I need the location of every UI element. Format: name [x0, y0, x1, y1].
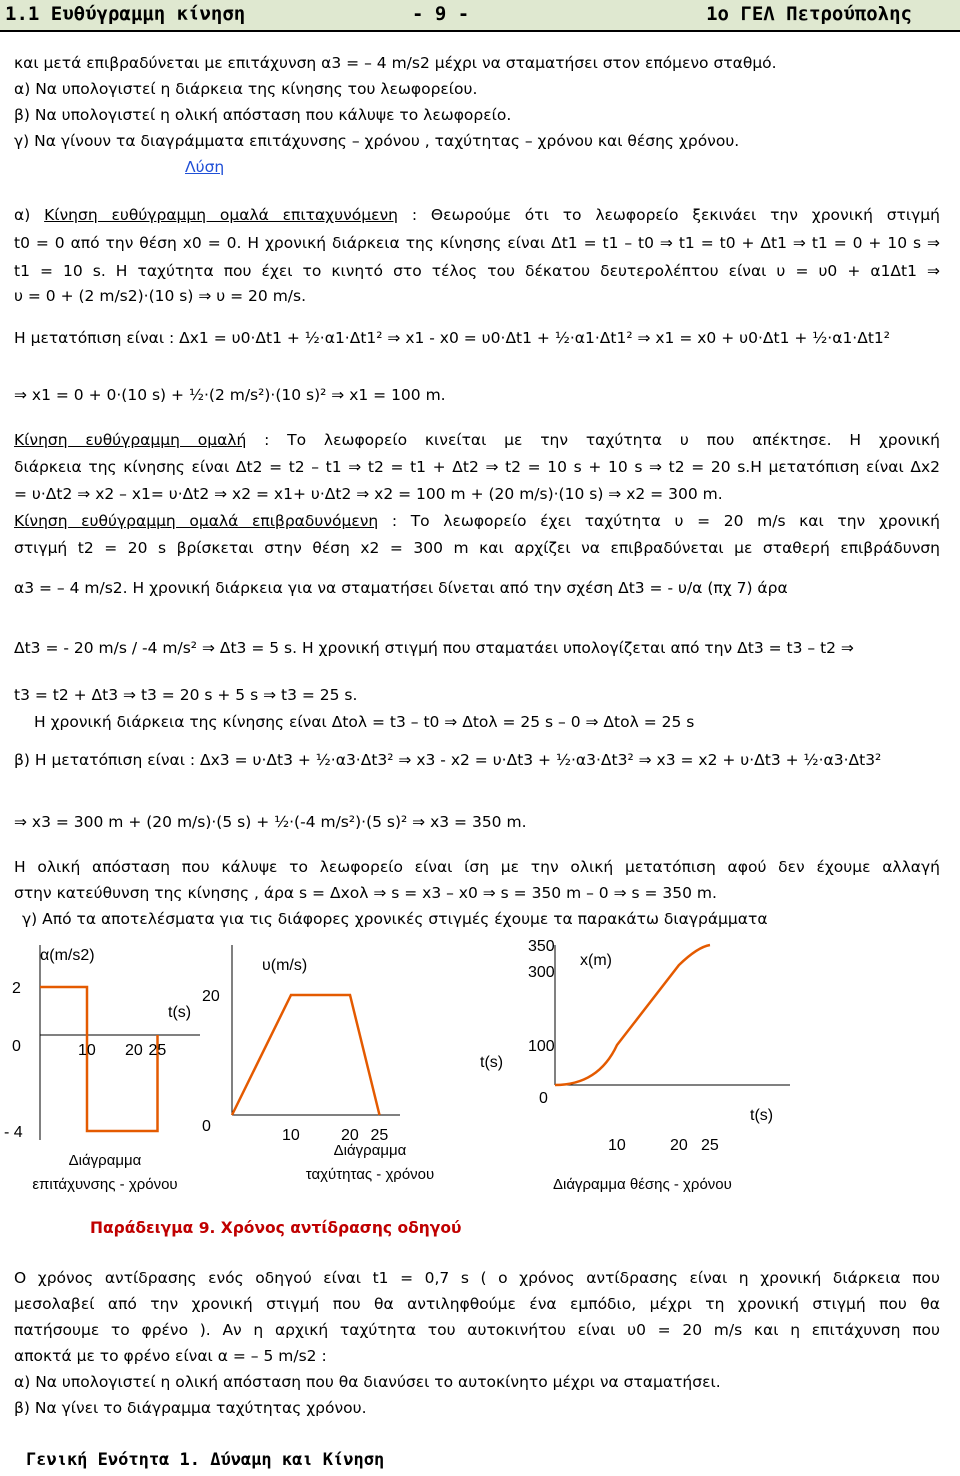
y-tick-label: 0 — [12, 1038, 21, 1055]
header-divider — [0, 30, 960, 32]
header-section: 1.1 Ευθύγραμμη κίνηση — [5, 3, 246, 25]
y-tick-label: 0 — [202, 1118, 211, 1135]
y-axis-label: x(m) — [580, 952, 612, 969]
text-line: t1 = 10 s. Η ταχύτητα που έχει το κινητό στο τέλος του δέκατου δευτερολέπτου είναι υ = υ0 + α1Δt1 ⇒ — [14, 262, 940, 280]
series-line — [555, 945, 710, 1085]
series-line — [40, 987, 158, 1131]
chart-caption: επιτάχυνσης - χρόνου — [32, 1176, 178, 1193]
x-axis-label: t(s) — [480, 1054, 504, 1071]
text-line: διάρκεια της κίνησης είναι Δt2 = t2 – t1 ⇒ t2 = t1 + Δt2 ⇒ t2 = 10 s + 10 s ⇒ t2 = 20 s.Η μετατόπιση είναι Δx2 — [14, 458, 940, 476]
text-line: Δt3 = - 20 m/s / -4 m/s² ⇒ Δt3 = 5 s. Η χρονική στιγμή που σταματάει υπολογίζεται από την Δt3 = t3 – t2 ⇒ — [14, 639, 854, 657]
text-span: : Το λεωφορείο κινείται με την ταχύτητα υ που απέκτησε. Η χρονική — [264, 431, 940, 449]
text-line: β) Να υπολογιστεί η ολική απόσταση που κάλυψε το λεωφορείο. — [14, 106, 512, 124]
x-tick-label: 25 — [370, 1127, 389, 1144]
text-line: αποκτά με το φρένο είναι α = – 5 m/s2 : — [14, 1347, 327, 1365]
text-line: στιγμή t2 = 20 s βρίσκεται στην θέση x2 = 300 m και αρχίζει να επιβραδύνεται με σταθερή επιβράδυνση — [14, 539, 940, 557]
x-axis-label: t(s) — [168, 1004, 192, 1021]
x-tick-label: 20 — [341, 1127, 359, 1144]
x-tick-label: 25 — [701, 1137, 719, 1154]
section-heading: Κίνηση ευθύγραμμη ομαλή — [14, 431, 247, 449]
x-tick-label: 20 — [125, 1042, 143, 1059]
text-line: γ) Από τα αποτελέσματα για τις διάφορες χρονικές στιγμές έχουμε τα παρακάτω διαγράμματα — [22, 910, 768, 928]
equation-line: ⇒ x1 = 0 + 0·(10 s) + ½·(2 m/s²)·(10 s)² ⇒ x1 = 100 m. — [14, 386, 446, 404]
y-axis-label: α(m/s2) — [40, 947, 95, 964]
y-tick-label: 100 — [528, 1038, 555, 1055]
chart-caption: ταχύτητας - χρόνου — [305, 1166, 435, 1183]
section-heading: Κίνηση ευθύγραμμη ομαλά επιβραδυνόμενη — [14, 512, 379, 530]
x-tick-label: 10 — [282, 1127, 300, 1144]
text-line: και μετά επιβραδύνεται με επιτάχυνση α3 = – 4 m/s2 μέχρι να σταματήσει στον επόμενο σταθμό. — [14, 54, 777, 72]
y-tick-label: - 4 — [4, 1124, 23, 1141]
solution-heading: Λύση — [185, 158, 225, 176]
text-line — [14, 430, 940, 450]
text-line: πατήσουμε το φρένο ). Αν η αρχική ταχύτητα του αυτοκινήτου είναι υ0 = 20 m/s και η επιτάχυνση που — [14, 1321, 940, 1339]
text-line: Η χρονική διάρκεια της κίνησης είναι Δtολ = t3 – t0 ⇒ Δtολ = 25 s – 0 ⇒ Δtολ = 25 s — [34, 713, 695, 731]
text-line: α) Να υπολογιστεί η διάρκεια της κίνησης του λεωφορείου. — [14, 80, 478, 98]
x-tick-label: 25 — [148, 1042, 167, 1059]
text-line: Ο χρόνος αντίδρασης ενός οδηγού είναι t1 = 0,7 s ( ο χρόνος αντίδρασης είναι η χρονική διάρκεια που — [14, 1269, 940, 1287]
text-line: α3 = – 4 m/s2. Η χρονική διάρκεια για να σταματήσει δίνεται από την σχέση Δt3 = - υ/α (πχ 7) άρα — [14, 579, 788, 597]
y-tick-label: 0 — [539, 1090, 548, 1107]
x-tick-label: 10 — [78, 1042, 96, 1059]
y-tick-label: 300 — [528, 964, 555, 981]
header-school: 1ο ΓΕΛ Πετρούπολης — [706, 3, 912, 25]
y-tick-label: 350 — [528, 938, 555, 955]
text-line: Η ολική απόσταση που κάλυψε το λεωφορείο είναι ίση με την ολική μετατόπιση αφού δεν έχουμε αλλαγή — [14, 858, 940, 876]
page-number: - 9 - — [412, 3, 470, 25]
section-heading: Κίνηση ευθύγραμμη ομαλά επιταχυνόμενη — [44, 206, 398, 224]
x-tick-label: 10 — [608, 1137, 626, 1154]
equation-line: β) Η μετατόπιση είναι : Δx3 = υ·Δt3 + ½·α3·Δt3² ⇒ x3 - x2 = υ·Δt3 + ½·α3·Δt3² ⇒ x3 = x2 + υ·Δt3 + ½·α3·Δt3² — [14, 751, 882, 769]
text-line: α) Κίνηση ευθύγραμμη ομαλά επιταχυνόμενη : Θεωρούμε ότι το λεωφορείο ξεκινάει την χρονική στιγμή — [14, 206, 940, 224]
chart-caption: Διάγραμμα — [333, 1142, 407, 1159]
text-line: μεσολαβεί από την χρονική στιγμή που θα αντιληφθούμε ένα εμπόδιο, μέχρι τη χρονική στιγμή που θα — [14, 1295, 940, 1313]
equation-line: ⇒ x3 = 300 m + (20 m/s)·(5 s) + ½·(-4 m/s²)·(5 s)² ⇒ x3 = 350 m. — [14, 813, 527, 831]
text-line — [14, 511, 940, 531]
chart-caption: Διάγραμμα θέσης - χρόνου — [553, 1176, 732, 1193]
x-axis-label: t(s) — [750, 1107, 774, 1124]
example-title: Παράδειγμα 9. Χρόνος αντίδρασης οδηγού — [90, 1219, 462, 1237]
text-line: = υ·Δt2 ⇒ x2 – x1= υ·Δt2 ⇒ x2 = x1+ υ·Δt2 ⇒ x2 = 100 m + (20 m/s)·(10 s) ⇒ x2 = 300 m. — [14, 485, 723, 503]
y-tick-label: 2 — [12, 980, 21, 997]
x-tick-label: 20 — [670, 1137, 688, 1154]
text-line: α) Να υπολογιστεί η ολική απόσταση που θα διανύσει το αυτοκίνητο μέχρι να σταματήσει. — [14, 1373, 721, 1391]
y-tick-label: 20 — [202, 988, 220, 1005]
y-axis-label: υ(m/s) — [262, 957, 308, 974]
text-line: γ) Να γίνουν τα διαγράμματα επιτάχυνσης – χρόνου , ταχύτητας – χρόνου και θέσης χρόνου. — [14, 132, 740, 150]
motion-diagrams — [0, 935, 960, 1205]
equation-line: Η μετατόπιση είναι : Δx1 = υ0·Δt1 + ½·α1·Δt1² ⇒ x1 - x0 = υ0·Δt1 + ½·α1·Δt1² ⇒ x1 = x0 + υ0·Δt1 + ½·α1·Δt1² — [14, 329, 890, 347]
text-line: στην κατεύθυνση της κίνησης , άρα s = Δxολ ⇒ s = x3 – x0 ⇒ s = 350 m – 0 ⇒ s = 350 m. — [14, 884, 717, 902]
text-span: : Θεωρούμε ότι το λεωφορείο ξεκινάει την χρονική στιγμή — [411, 206, 940, 224]
text-line: υ = 0 + (2 m/s2)·(10 s) ⇒ υ = 20 m/s. — [14, 287, 307, 305]
page-footer: Γενική Ενότητα 1. Δύναμη και Κίνηση — [26, 1450, 385, 1470]
text-span: : Το λεωφορείο έχει ταχύτητα υ = 20 m/s και την χρονική — [391, 512, 940, 530]
text-line: β) Να γίνει το διάγραμμα ταχύτητας χρόνου. — [14, 1399, 367, 1417]
series-line — [232, 995, 380, 1115]
text-line: t3 = t2 + Δt3 ⇒ t3 = 20 s + 5 s ⇒ t3 = 25 s. — [14, 686, 358, 704]
chart-caption: Διάγραμμα — [68, 1152, 142, 1169]
page-header — [0, 0, 960, 30]
text-line: t0 = 0 από την θέση x0 = 0. Η χρονική διάρκεια της κίνησης είναι Δt1 = t1 – t0 ⇒ t1 = t0 + Δt1 ⇒ t1 = 0 + 10 s ⇒ — [14, 234, 940, 252]
